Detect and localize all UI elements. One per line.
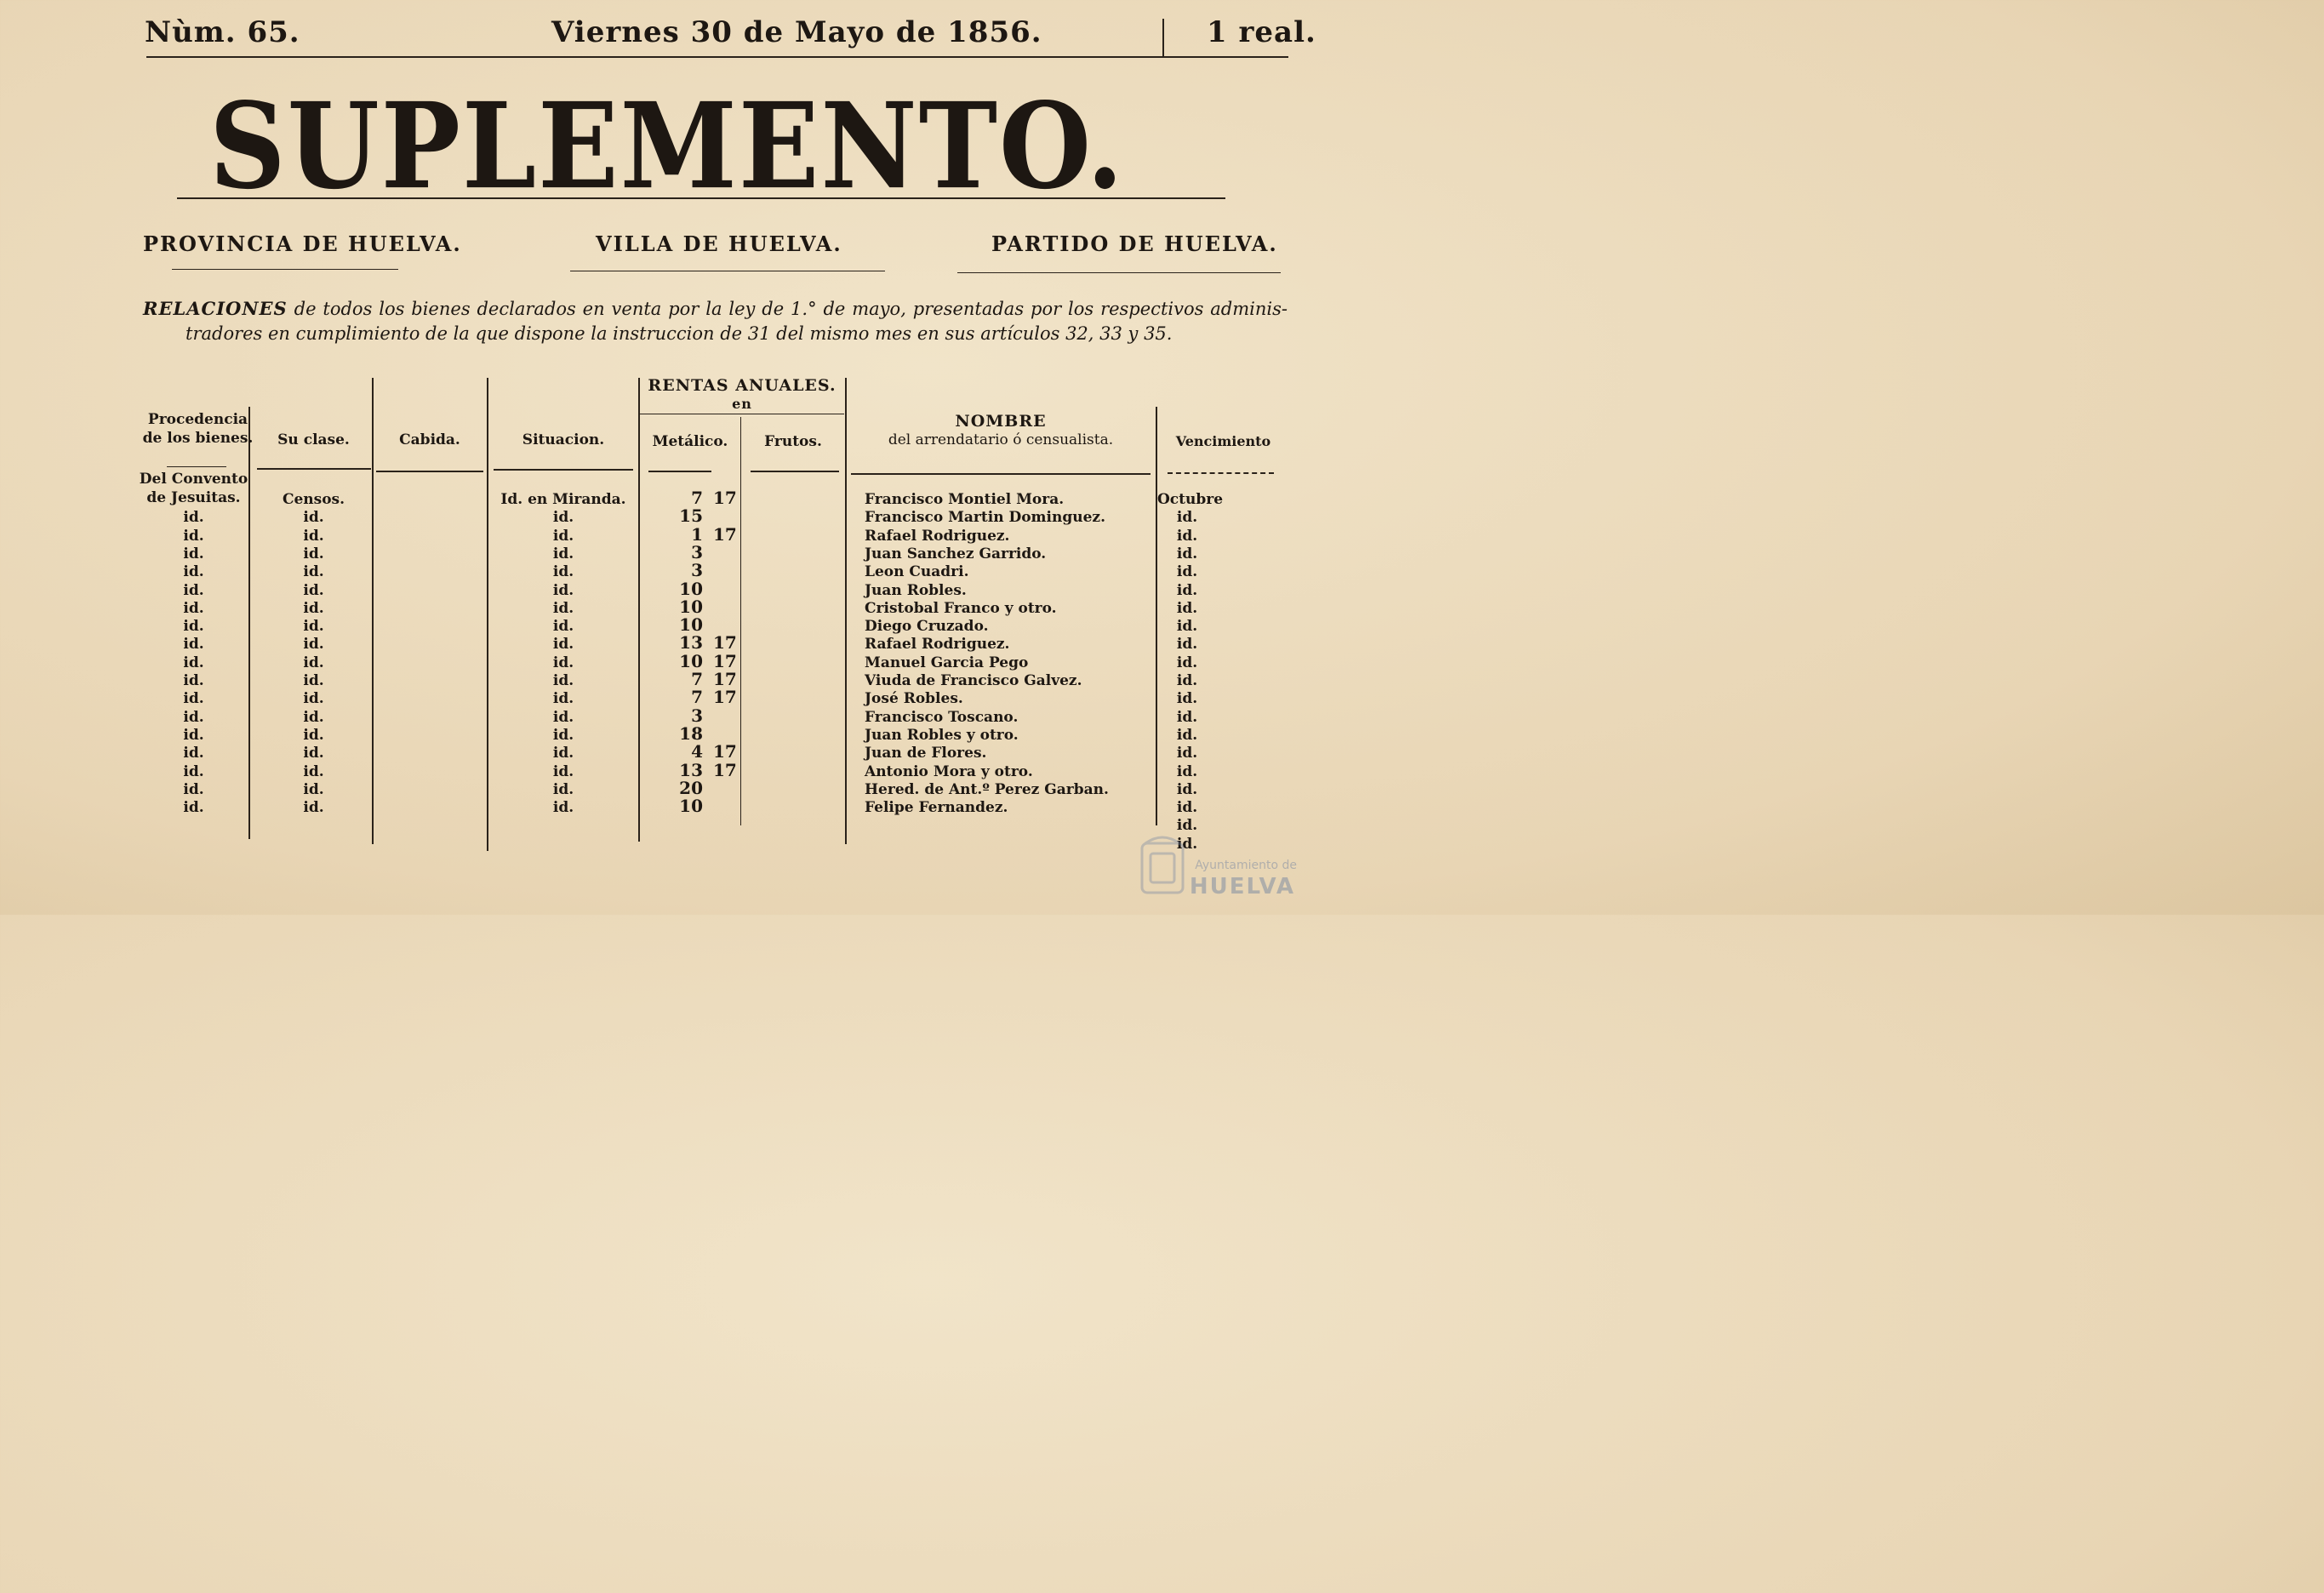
row-vencimiento: id. — [1176, 618, 1198, 636]
row-metalico: 3 — [691, 541, 703, 562]
row-name: Juan de Flores. — [865, 745, 987, 762]
row-origin: id. — [183, 690, 204, 708]
row-vencimiento: id. — [1176, 762, 1198, 780]
row-name: Francisco Martin Dominguez. — [865, 509, 1105, 527]
row-name: Diego Cruzado. — [865, 618, 989, 636]
row-origin: id. — [183, 799, 204, 817]
row-metalico: 10 — [679, 796, 703, 817]
watermark-line2: HUELVA — [1189, 874, 1295, 899]
issue-date: Viernes 30 de Mayo de 1856. — [551, 15, 1042, 49]
row-metalico: 10 — [679, 614, 703, 636]
intro-lead: RELACIONES — [143, 298, 288, 319]
masthead-rule — [146, 56, 1288, 58]
masthead-divider — [1162, 19, 1164, 58]
header-rule-frutos — [751, 471, 839, 472]
row-vencimiento: id. — [1176, 799, 1198, 817]
town-label: VILLA DE HUELVA. — [596, 231, 842, 256]
row-situacion: id. — [552, 708, 574, 726]
title-rule — [177, 197, 1225, 199]
row-metalico-fraction: 17 — [713, 650, 737, 671]
row-name: Antonio Mora y otro. — [865, 762, 1033, 780]
intro-paragraph — [143, 296, 1288, 346]
row-vencimiento: id. — [1176, 599, 1198, 617]
header-nombre — [846, 412, 1156, 449]
row-metalico: 4 — [691, 741, 703, 762]
row-metalico: 7 — [691, 488, 703, 508]
header-rule-procedencia — [167, 466, 226, 467]
row-origin: id. — [183, 545, 204, 562]
row-origin: id. — [183, 509, 204, 527]
row-situacion: id. — [552, 636, 574, 654]
header-rule-nombre — [851, 473, 1151, 475]
row-name: Leon Cuadri. — [865, 563, 969, 581]
row-situacion: id. — [552, 563, 574, 581]
row-metalico: 7 — [691, 687, 703, 708]
row-clase: id. — [303, 654, 324, 671]
row-origin: id. — [183, 636, 204, 654]
row-name: Juan Robles y otro. — [865, 726, 1019, 744]
header-clase: Su clase. — [277, 431, 350, 448]
row-origin: id. — [183, 618, 204, 636]
intro-line-2: tradores en cumplimiento de la que dispone la instruccion de 31 del mismo mes en sus artículos 32, 33 y 35. — [186, 323, 1173, 344]
origin-line2: de Jesuitas. — [146, 488, 241, 506]
issue-number: Nùm. 65. — [145, 15, 300, 49]
province-rule — [172, 269, 398, 270]
row-clase: id. — [303, 672, 324, 689]
row-clase: id. — [303, 726, 324, 744]
row-origin: id. — [183, 726, 204, 744]
header-nombre-sub: del arrendatario ó censualista. — [888, 431, 1114, 448]
issue-price: 1 real. — [1207, 15, 1316, 49]
header-rentas-en: en — [732, 396, 752, 412]
row-metalico: 1 — [691, 523, 703, 545]
row-name: Juan Sanchez Garrido. — [865, 545, 1047, 562]
row-clase: id. — [303, 690, 324, 708]
header-metalico: Metálico. — [652, 433, 728, 450]
row-metalico: 3 — [691, 560, 703, 581]
row-vencimiento: id. — [1176, 509, 1198, 527]
row-clase: id. — [303, 745, 324, 762]
row-situacion: id. — [552, 599, 574, 617]
row-name: Viuda de Francisco Galvez. — [865, 672, 1082, 689]
row-clase: id. — [303, 563, 324, 581]
row-situacion: id. — [552, 726, 574, 744]
row-clase: id. — [303, 599, 324, 617]
row-vencimiento: Octubre — [1157, 491, 1224, 508]
header-frutos: Frutos. — [764, 433, 822, 450]
row-situacion: id. — [552, 672, 574, 689]
intro-line-1: de todos los bienes declarados en venta por la ley de 1.° de mayo, presentadas por los respectivos adminis- — [294, 299, 1288, 319]
row-situacion: id. — [552, 654, 574, 671]
row-clase: id. — [303, 636, 324, 654]
header-procedencia — [136, 410, 260, 448]
row-clase: id. — [303, 527, 324, 545]
row-metalico: 20 — [679, 777, 703, 798]
header-situacion: Situacion. — [522, 431, 605, 448]
row-clase: id. — [303, 509, 324, 527]
row-situacion: id. — [552, 690, 574, 708]
row-vencimiento: id. — [1176, 636, 1198, 654]
header-rentas-title: RENTAS ANUALES. — [648, 376, 837, 395]
row-vencimiento: id. — [1176, 672, 1198, 689]
row-clase: id. — [303, 618, 324, 636]
row-name: Francisco Montiel Mora. — [865, 491, 1065, 508]
row-clase: id. — [303, 708, 324, 726]
row-metalico: 13 — [679, 759, 703, 780]
row-vencimiento: id. — [1176, 726, 1198, 744]
row-metalico: 7 — [691, 669, 703, 689]
row-clase: id. — [303, 581, 324, 599]
row-origin: id. — [183, 762, 204, 780]
watermark-line1: Ayuntamiento de — [1195, 859, 1297, 872]
row-vencimiento: id. — [1176, 708, 1198, 726]
row-situacion: id. — [552, 509, 574, 527]
district-label: PARTIDO DE HUELVA. — [991, 231, 1278, 256]
row-vencimiento-extra: id. — [1176, 817, 1198, 835]
row-metalico: 13 — [679, 632, 703, 654]
header-rule-situacion — [494, 469, 633, 471]
row-metalico-fraction: 17 — [713, 523, 737, 545]
row-origin: id. — [183, 563, 204, 581]
origin-line1: Del Convento — [139, 471, 248, 488]
row-metalico: 3 — [691, 705, 703, 726]
row-origin: id. — [183, 581, 204, 599]
row-origin: id. — [183, 654, 204, 671]
row-origin: id. — [183, 527, 204, 545]
row-metalico-fraction: 17 — [713, 488, 737, 508]
row-origin: id. — [183, 672, 204, 689]
row-name: Felipe Fernandez. — [865, 799, 1008, 817]
row-situacion: id. — [552, 527, 574, 545]
row-situacion: Id. en Miranda. — [500, 491, 626, 508]
row-situacion: id. — [552, 545, 574, 562]
row-metalico: 15 — [679, 505, 703, 527]
header-procedencia-line2: de los bienes. — [142, 430, 254, 447]
header-nombre-title: NOMBRE — [955, 412, 1047, 431]
row-situacion: id. — [552, 762, 574, 780]
header-rule-metalico — [648, 471, 711, 472]
row-vencimiento: id. — [1176, 545, 1198, 562]
row-origin: id. — [183, 599, 204, 617]
row-clase: id. — [303, 799, 324, 817]
row-vencimiento: id. — [1176, 527, 1198, 545]
row-metalico: 10 — [679, 650, 703, 671]
row-origin: id. — [183, 745, 204, 762]
row-metalico: 10 — [679, 596, 703, 617]
header-rentas — [640, 376, 844, 414]
header-vencimiento: Vencimiento — [1175, 433, 1271, 449]
header-rule-cabida — [376, 471, 483, 472]
row-vencimiento: id. — [1176, 780, 1198, 798]
row-situacion: id. — [552, 618, 574, 636]
row-clase: id. — [303, 780, 324, 798]
row-vencimiento-extra: id. — [1176, 835, 1198, 853]
row-name: Rafael Rodriguez. — [865, 636, 1010, 654]
row-metalico: 18 — [679, 722, 703, 744]
row-clase: id. — [303, 545, 324, 562]
row-name: Hered. de Ant.º Perez Garban. — [865, 780, 1109, 798]
row-vencimiento: id. — [1176, 690, 1198, 708]
row-metalico-fraction: 17 — [713, 687, 737, 708]
row-metalico-fraction: 17 — [713, 741, 737, 762]
header-rule-clase — [257, 468, 371, 470]
row-situacion: id. — [552, 799, 574, 817]
row-vencimiento: id. — [1176, 563, 1198, 581]
row-situacion: id. — [552, 581, 574, 599]
row-metalico-fraction: 17 — [713, 632, 737, 654]
row-name: José Robles. — [865, 690, 963, 708]
row-vencimiento: id. — [1176, 581, 1198, 599]
row-name: Francisco Toscano. — [865, 708, 1019, 726]
header-rule-vencimiento — [1168, 472, 1274, 474]
row-name: Rafael Rodriguez. — [865, 527, 1010, 545]
province-label: PROVINCIA DE HUELVA. — [143, 231, 462, 256]
header-cabida: Cabida. — [399, 431, 460, 448]
row-vencimiento: id. — [1176, 745, 1198, 762]
row-situacion: id. — [552, 780, 574, 798]
row-origin: id. — [183, 708, 204, 726]
row-name: Cristobal Franco y otro. — [865, 599, 1057, 617]
row-metalico: 10 — [679, 578, 703, 599]
row-situacion: id. — [552, 745, 574, 762]
row-vencimiento: id. — [1176, 654, 1198, 671]
district-rule — [957, 272, 1281, 273]
row-name: Manuel Garcia Pego — [865, 654, 1029, 671]
row-name: Juan Robles. — [865, 581, 967, 599]
origin-convento — [136, 471, 251, 507]
header-procedencia-line1: Procedencia — [147, 411, 248, 428]
row-clase: Censos. — [282, 491, 345, 508]
row-metalico-fraction: 17 — [713, 759, 737, 780]
row-clase: id. — [303, 762, 324, 780]
col-rule-5 — [740, 417, 741, 825]
page-title: SUPLEMENTO. — [209, 77, 1125, 216]
row-origin: id. — [183, 780, 204, 798]
row-metalico-fraction: 17 — [713, 669, 737, 689]
